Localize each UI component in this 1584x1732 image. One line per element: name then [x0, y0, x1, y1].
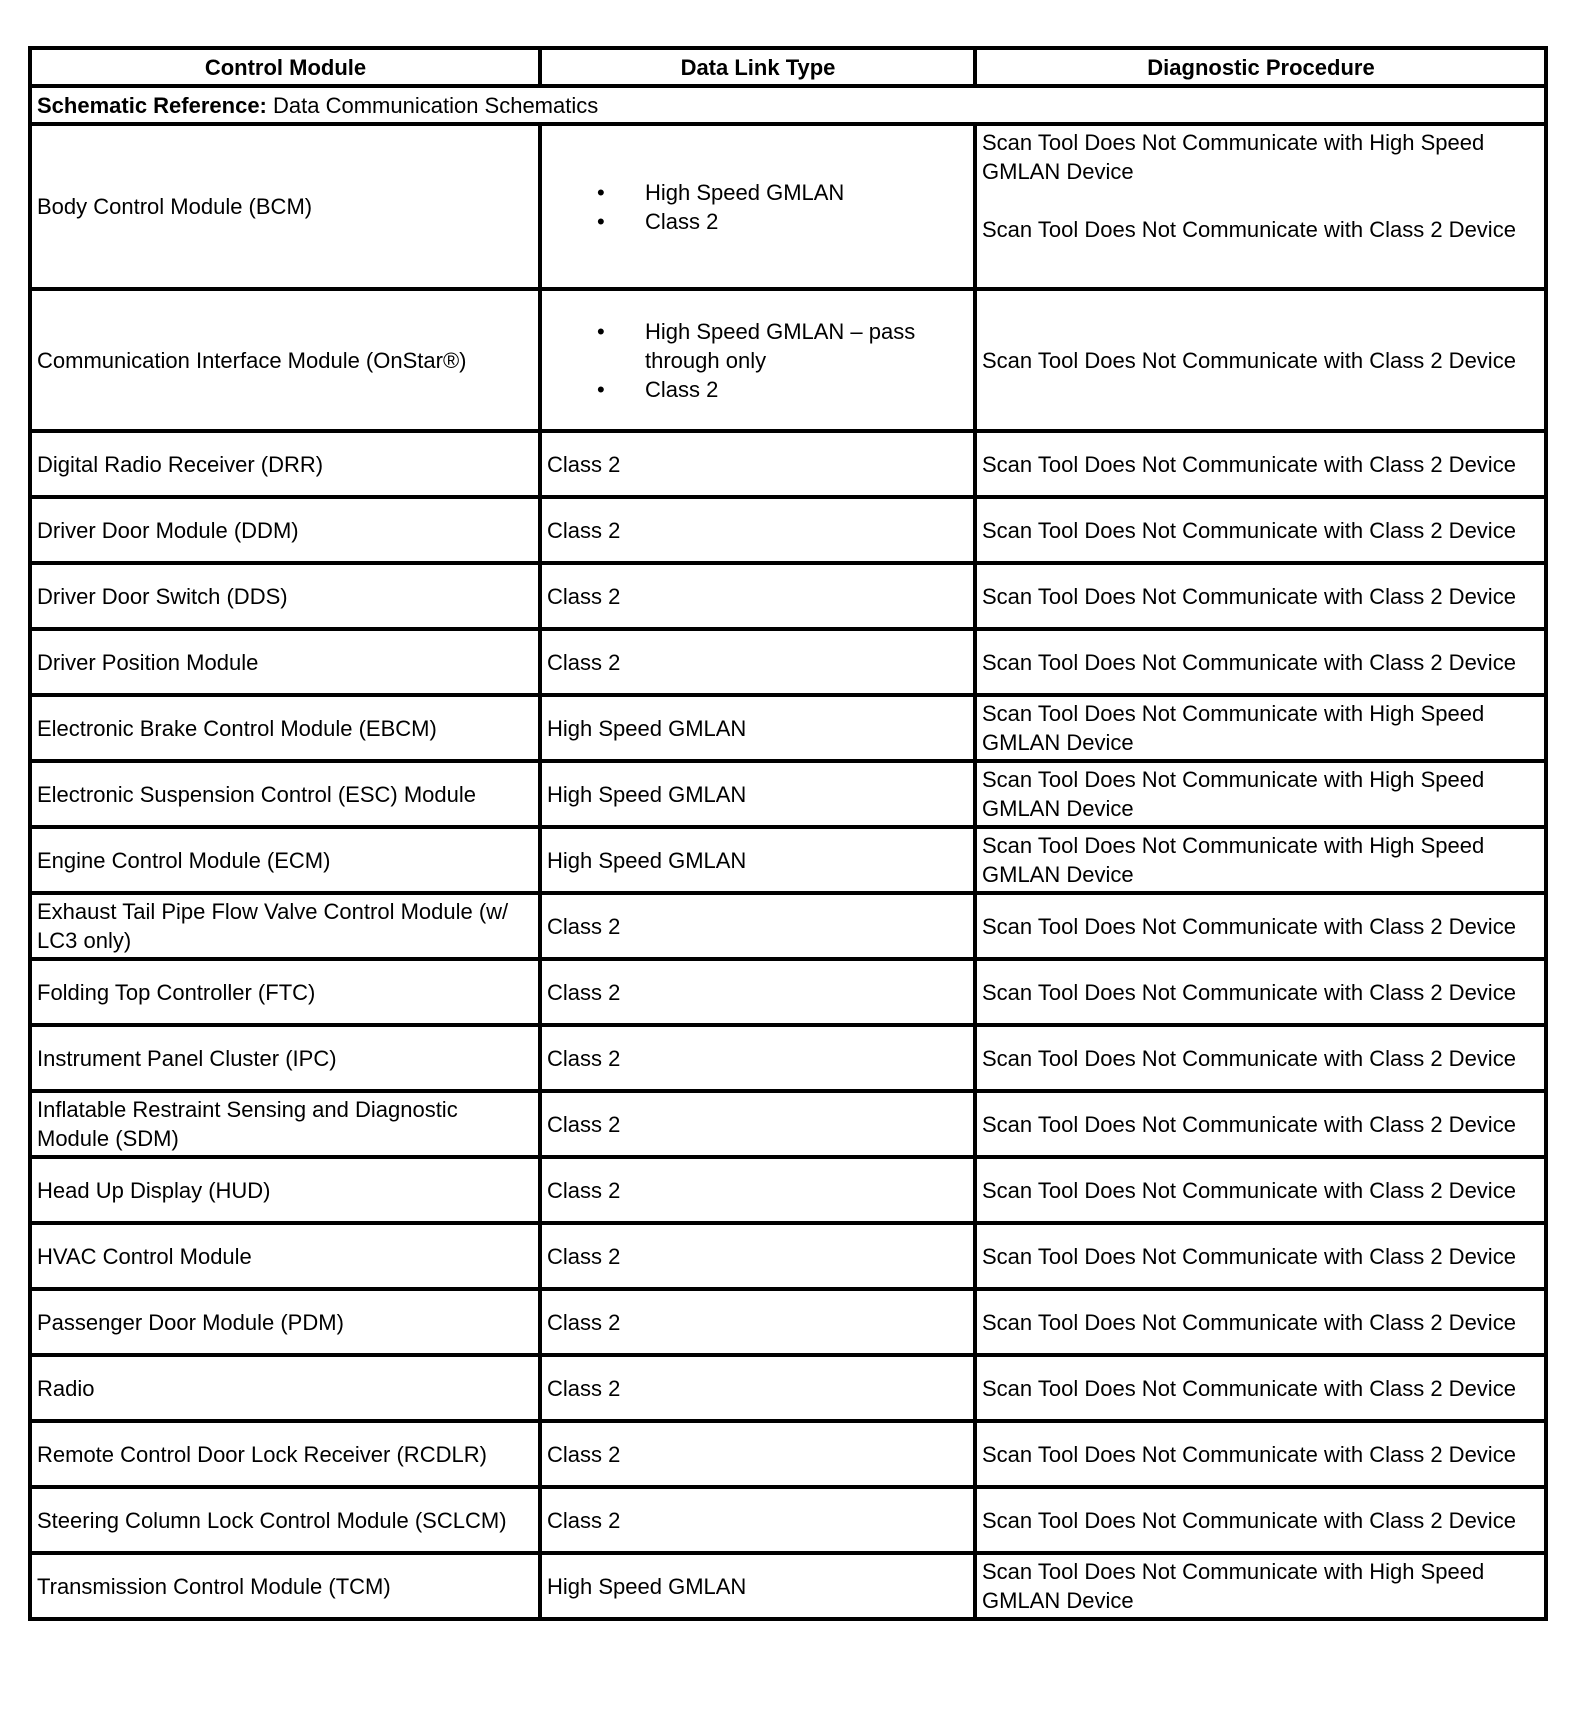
procedure-link[interactable]: Scan Tool Does Not Communicate with Class 2 Device [982, 347, 1516, 373]
module-cell: Radio [30, 1355, 540, 1421]
link-type-cell: Class 2 [540, 629, 975, 695]
link-type-cell: Class 2 [540, 959, 975, 1025]
link-type-text: Class 2 [645, 376, 719, 402]
link-type-text: Class 2 [645, 208, 719, 234]
module-cell: Driver Door Switch (DDS) [30, 563, 540, 629]
module-cell: Electronic Suspension Control (ESC) Module [30, 761, 540, 827]
procedure-link[interactable]: Scan Tool Does Not Communicate with Class 2 Device [975, 1421, 1546, 1487]
link-type-list [547, 178, 969, 236]
procedure-link[interactable]: Scan Tool Does Not Communicate with High Speed GMLAN Device [975, 761, 1546, 827]
table-row [30, 761, 1546, 827]
module-cell: HVAC Control Module [30, 1223, 540, 1289]
link-type-cell: Class 2 [540, 431, 975, 497]
link-type-cell: Class 2 [540, 497, 975, 563]
module-cell: Head Up Display (HUD) [30, 1157, 540, 1223]
procedure-cell [975, 124, 1546, 289]
link-type-cell: Class 2 [540, 1025, 975, 1091]
module-cell: Electronic Brake Control Module (EBCM) [30, 695, 540, 761]
link-type-cell: Class 2 [540, 893, 975, 959]
table-row [30, 1553, 1546, 1619]
control-module-table [28, 46, 1548, 1621]
schematic-reference-label: Schematic Reference: [37, 92, 267, 118]
bullet-icon: • [597, 318, 605, 344]
module-cell: Transmission Control Module (TCM) [30, 1553, 540, 1619]
link-type-text: High Speed GMLAN [645, 179, 845, 205]
link-type-item [597, 375, 969, 404]
procedure-link[interactable]: Scan Tool Does Not Communicate with Class 2 Device [975, 629, 1546, 695]
procedure-link[interactable]: Scan Tool Does Not Communicate with Class 2 Device [975, 1355, 1546, 1421]
header-row [30, 48, 1546, 86]
bullet-icon: • [597, 376, 605, 402]
table-row [30, 827, 1546, 893]
procedure-link[interactable]: Scan Tool Does Not Communicate with High Speed GMLAN Device [975, 827, 1546, 893]
link-type-text: High Speed GMLAN – pass through only [645, 318, 916, 373]
link-type-item [597, 317, 969, 375]
module-cell: Folding Top Controller (FTC) [30, 959, 540, 1025]
procedure-link[interactable]: Scan Tool Does Not Communicate with High Speed GMLAN Device [982, 130, 1485, 184]
schematic-reference-row [30, 86, 1546, 124]
module-cell: Communication Interface Module (OnStar®) [30, 289, 540, 431]
procedure-link[interactable]: Scan Tool Does Not Communicate with High Speed GMLAN Device [975, 1553, 1546, 1619]
header-data-link-type: Data Link Type [540, 48, 975, 86]
module-cell: Instrument Panel Cluster (IPC) [30, 1025, 540, 1091]
table-row [30, 1223, 1546, 1289]
schematic-reference-value: Data Communication Schematics [266, 92, 599, 118]
table-row [30, 1355, 1546, 1421]
procedure-link[interactable]: Scan Tool Does Not Communicate with Class 2 Device [975, 431, 1546, 497]
table-row [30, 629, 1546, 695]
table-row [30, 563, 1546, 629]
link-type-cell: Class 2 [540, 1421, 975, 1487]
procedure-link[interactable]: Scan Tool Does Not Communicate with Class 2 Device [982, 217, 1516, 242]
link-type-cell [540, 124, 975, 289]
table-row [30, 497, 1546, 563]
module-cell: Engine Control Module (ECM) [30, 827, 540, 893]
module-cell: Body Control Module (BCM) [30, 124, 540, 289]
link-type-list [547, 317, 969, 404]
procedure-link[interactable]: Scan Tool Does Not Communicate with Class 2 Device [975, 563, 1546, 629]
header-control-module: Control Module [30, 48, 540, 86]
bullet-icon: • [597, 179, 605, 205]
procedure-link[interactable]: Scan Tool Does Not Communicate with Class 2 Device [975, 1157, 1546, 1223]
link-type-cell: Class 2 [540, 1223, 975, 1289]
procedure-link[interactable]: Scan Tool Does Not Communicate with Class 2 Device [975, 497, 1546, 563]
procedure-link[interactable]: Scan Tool Does Not Communicate with Class 2 Device [975, 1091, 1546, 1157]
table-row [30, 1421, 1546, 1487]
table-row [30, 431, 1546, 497]
module-cell: Inflatable Restraint Sensing and Diagnostic Module (SDM) [30, 1091, 540, 1157]
header-diagnostic-procedure: Diagnostic Procedure [975, 48, 1546, 86]
table-row [30, 124, 1546, 289]
link-type-cell: Class 2 [540, 1091, 975, 1157]
procedure-cell [975, 289, 1546, 431]
module-cell: Driver Door Module (DDM) [30, 497, 540, 563]
procedure-link[interactable]: Scan Tool Does Not Communicate with Class 2 Device [975, 1025, 1546, 1091]
table-row [30, 1289, 1546, 1355]
module-cell: Steering Column Lock Control Module (SCLCM) [30, 1487, 540, 1553]
procedure-link[interactable]: Scan Tool Does Not Communicate with Class 2 Device [975, 1289, 1546, 1355]
link-type-cell: Class 2 [540, 1157, 975, 1223]
module-cell: Remote Control Door Lock Receiver (RCDLR) [30, 1421, 540, 1487]
module-cell: Digital Radio Receiver (DRR) [30, 431, 540, 497]
link-type-cell: High Speed GMLAN [540, 1553, 975, 1619]
table-row [30, 959, 1546, 1025]
link-type-cell: High Speed GMLAN [540, 827, 975, 893]
table-row [30, 289, 1546, 431]
table-row [30, 695, 1546, 761]
procedure-link[interactable]: Scan Tool Does Not Communicate with High Speed GMLAN Device [975, 695, 1546, 761]
table-row [30, 1157, 1546, 1223]
procedure-link[interactable]: Scan Tool Does Not Communicate with Class 2 Device [975, 1487, 1546, 1553]
module-cell: Exhaust Tail Pipe Flow Valve Control Module (w/ LC3 only) [30, 893, 540, 959]
table-row [30, 893, 1546, 959]
link-type-item [597, 178, 969, 207]
procedure-link[interactable]: Scan Tool Does Not Communicate with Class 2 Device [975, 893, 1546, 959]
link-type-item [597, 207, 969, 236]
link-type-cell: High Speed GMLAN [540, 695, 975, 761]
bullet-icon: • [597, 208, 605, 234]
link-type-cell: Class 2 [540, 1355, 975, 1421]
procedure-link[interactable]: Scan Tool Does Not Communicate with Class 2 Device [975, 959, 1546, 1025]
module-cell: Driver Position Module [30, 629, 540, 695]
module-cell: Passenger Door Module (PDM) [30, 1289, 540, 1355]
table-row [30, 1025, 1546, 1091]
schematic-reference-cell [30, 86, 1546, 124]
link-type-cell: Class 2 [540, 563, 975, 629]
procedure-link[interactable]: Scan Tool Does Not Communicate with Class 2 Device [975, 1223, 1546, 1289]
link-type-cell: Class 2 [540, 1289, 975, 1355]
table-row [30, 1091, 1546, 1157]
table-row [30, 1487, 1546, 1553]
link-type-cell: Class 2 [540, 1487, 975, 1553]
link-type-cell: High Speed GMLAN [540, 761, 975, 827]
link-type-cell [540, 289, 975, 431]
